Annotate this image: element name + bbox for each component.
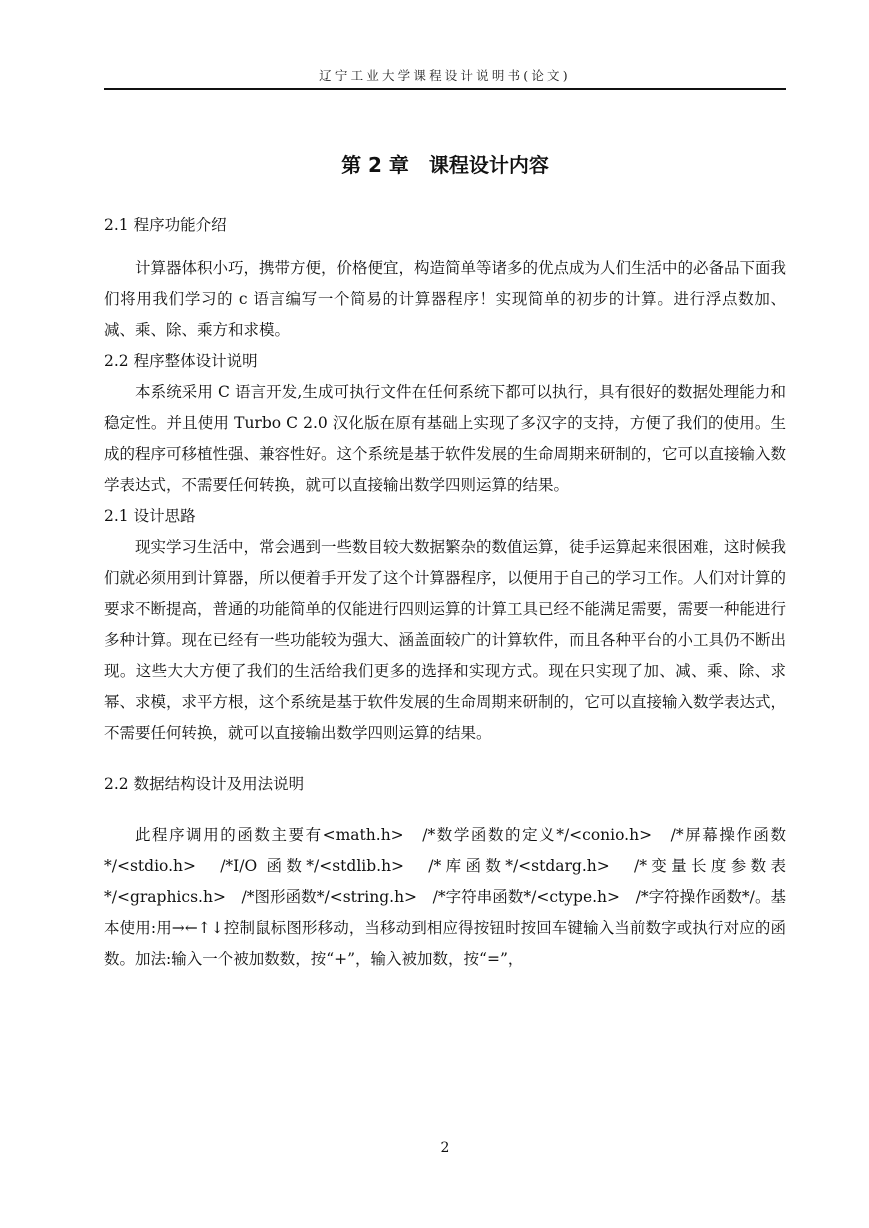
section-heading-2-2-overall-design: 2.2 程序整体设计说明 — [104, 352, 258, 370]
chapter-title: 第 2 章 课程设计内容 — [341, 153, 549, 178]
section-heading-2-2-data-structure: 2.2 数据结构设计及用法说明 — [104, 775, 305, 793]
body-text — [104, 210, 786, 975]
running-header: 辽宁工业大学课程设计说明书(论文) — [319, 68, 571, 83]
paragraph-overall-design: 本系统采用 C 语言开发,生成可执行文件在任何系统下都可以执行，具有很好的数据处理能力和稳定性。并且使用 Turbo C 2.0 汉化版在原有基础上实现了多汉字的支持，方便了我们的使用。生成的程序可移植性强、兼容性好。这个系统是基于软件发展的生命周期来研制的，它可以直接输入数学表达式，不需要任何转换，就可以直接输出数学四则运算的结果。 — [104, 383, 787, 494]
page-number: 2 — [440, 1140, 450, 1156]
section-heading-2-1-function: 2.1 程序功能介绍 — [104, 216, 227, 234]
section-heading-2-1-design-idea: 2.1 设计思路 — [104, 507, 196, 525]
paragraph-design-idea: 现实学习生活中，常会遇到一些数目较大数据繁杂的数值运算，徒手运算起来很困难，这时候我们就必须用到计算器，所以便着手开发了这个计算器程序，以便用于自己的学习工作。人们对计算的要求不断提高，普通的功能简单的仅能进行四则运算的计算工具已经不能满足需要，需要一种能进行多种计算。现在已经有一些功能较为强大、涵盖面较广的计算软件，而且各种平台的小工具仍不断出现。这些大大方便了我们的生活给我们更多的选择和实现方式。现在只实现了加、减、乘、除、求幂、求模，求平方根，这个系统是基于软件发展的生命周期来研制的，它可以直接输入数学表达式，不需要任何转换，就可以直接输出数学四则运算的结果。 — [104, 538, 787, 742]
header-rule — [104, 88, 786, 90]
paragraph-function-intro: 计算器体积小巧，携带方便，价格便宜，构造简单等诸多的优点成为人们生活中的必备品下面我们将用我们学习的 c 语言编写一个简易的计算器程序！实现简单的初步的计算。进行浮点数加、减、乘、除、乘方和求模。 — [104, 259, 787, 339]
paragraph-data-structure: 此程序调用的函数主要有<math.h> /*数学函数的定义*/<conio.h> /*屏幕操作函数*/<stdio.h> /*I/O 函数*/<stdlib.h> /*库函数*/<stdarg.h> /*变量长度参数表*/<graphics.h> /*图形函数*/<string.h> /*字符串函数*/<ctype.h> /*字符操作函数*/。基本使用:用→←↑↓控制鼠标图形移动，当移动到相应得按钮时按回车键输入当前数字或执行对应的函数。加法:输入一个被加数数，按“+”，输入被加数，按“=”， — [104, 826, 786, 968]
